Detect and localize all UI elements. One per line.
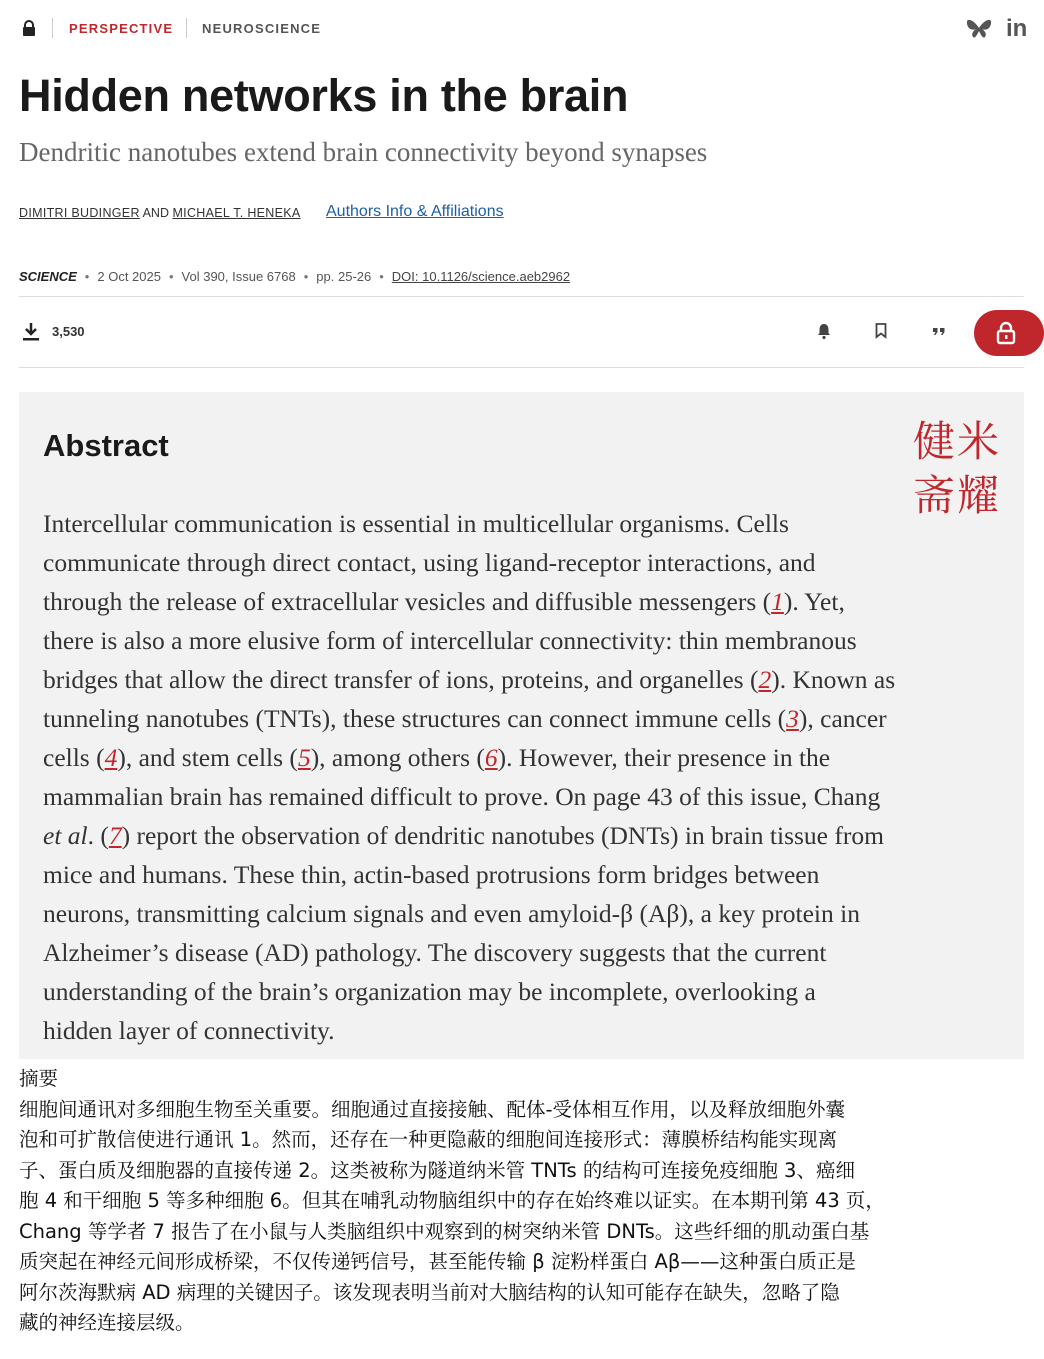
seal-char: 米 [956, 417, 1000, 466]
doi-link[interactable]: DOI: 10.1126/science.aeb2962 [391, 269, 571, 284]
header-divider [52, 18, 53, 38]
abstract-line: understanding of the brain’s organization may be incomplete, overlooking a [43, 977, 816, 1006]
translation-line: 泡和可扩散信使进行通讯 1。然而，还存在一种更隐蔽的细胞间连接形式：薄膜桥结构能实现离 [19, 1128, 838, 1151]
quote-icon[interactable] [931, 322, 947, 340]
abstract-line: cells (4), and stem cells (5), among others (6). However, their presence in the [43, 743, 831, 772]
reference-link[interactable]: 5 [297, 743, 311, 772]
author-list [19, 206, 301, 220]
linkedin-icon[interactable]: in [1006, 15, 1028, 42]
volume-issue[interactable]: Vol 390, Issue 6768 [181, 269, 296, 284]
translation-section [19, 1064, 1024, 1339]
translation-line: Chang 等学者 7 报告了在小鼠与人类脑组织中观察到的树突纳米管 DNTs。这些纤细的肌动蛋白基 [19, 1219, 870, 1243]
page-range: pp. 25-26 [316, 269, 372, 284]
download-count: 3,530 [52, 324, 85, 339]
abstract-line: mammalian brain has remained difficult to prove. On page 43 of this issue, Chang [43, 782, 881, 811]
abstract-line: et al. (7) report the observation of dendritic nanotubes (DNTs) in brain tissue from [43, 821, 884, 850]
abstract-line: communicate through direct contact, using ligand-receptor interactions, and [43, 548, 816, 577]
toolbar-bottom-divider [19, 367, 1024, 368]
abstract-line: neurons, transmitting calcium signals and even amyloid-β (Aβ), a key protein in [43, 899, 860, 928]
abstract-body [43, 504, 1018, 1050]
section-link[interactable]: NEUROSCIENCE [202, 21, 322, 36]
bluesky-icon[interactable] [966, 19, 992, 41]
meta-separator: • [379, 269, 384, 284]
seal-char: 耀 [956, 471, 1000, 520]
access-lock-icon [996, 321, 1016, 345]
bookmark-icon[interactable] [873, 322, 889, 340]
abstract-line: hidden layer of connectivity. [43, 1016, 335, 1045]
publication-date: 2 Oct 2025 [97, 269, 161, 284]
article-title: Hidden networks in the brain [19, 70, 629, 121]
reference-link[interactable]: 7 [108, 821, 122, 850]
seal-char: 斋 [912, 471, 956, 520]
abstract-line: through the release of extracellular vesicles and diffusible messengers (1). Yet, [43, 587, 845, 616]
translation-heading: 摘要 [19, 1067, 59, 1090]
authors-info-link[interactable]: Authors Info & Affiliations [326, 203, 504, 220]
seal-char: 健 [912, 417, 956, 466]
translation-line: 质突起在神经元间形成桥梁，不仅传递钙信号，甚至能传输 β 淀粉样蛋白 Aβ——这种蛋白质正是 [19, 1250, 856, 1273]
article-header-bar [0, 0, 1028, 60]
translation-line: 胞 4 和干细胞 5 等多种细胞 6。但其在哺乳动物脑组织中的存在始终难以证实。在本期刊第 43 页， [19, 1189, 885, 1212]
author-link[interactable]: DIMITRI BUDINGER [19, 206, 140, 220]
meta-separator: • [168, 269, 174, 284]
abstract-line: there is also a more elusive form of intercellular connectivity: thin membranous [43, 626, 857, 655]
abstract-line: Intercellular communication is essential in multicellular organisms. Cells [43, 509, 789, 538]
article-subtitle: Dendritic nanotubes extend brain connectivity beyond synapses [19, 137, 708, 167]
translation-line: 子、蛋白质及细胞器的直接传递 2。这类被称为隧道纳米管 TNTs 的结构可连接免疫细胞 3、癌细 [19, 1158, 855, 1182]
abstract-section [19, 392, 1024, 1059]
journal-name[interactable]: SCIENCE [19, 269, 77, 284]
translation-line: 细胞间通讯对多细胞生物至关重要。细胞通过直接接触、配体-受体相互作用，以及释放细胞外囊 [19, 1097, 846, 1121]
reference-link[interactable]: 2 [758, 665, 772, 694]
meta-separator: • [303, 269, 309, 284]
abstract-line: mice and humans. These thin, actin-based protrusions form bridges between [43, 860, 820, 889]
toolbar-top-divider [19, 296, 1024, 297]
header-divider [186, 18, 187, 38]
abstract-heading: Abstract [43, 428, 169, 463]
abstract-line: bridges that allow the direct transfer of ions, proteins, and organelles (2). Known as [43, 665, 896, 694]
meta-separator: • [84, 269, 90, 284]
access-button[interactable] [974, 310, 1044, 356]
author-link[interactable]: MICHAEL T. HENEKA [172, 206, 301, 220]
citation-meta [19, 269, 570, 284]
reference-link[interactable]: 1 [771, 587, 784, 616]
bell-icon[interactable] [816, 322, 832, 340]
reference-link[interactable]: 6 [484, 743, 498, 772]
author-conjunction: AND [142, 206, 169, 220]
seal-stamp [913, 410, 999, 518]
translation-line: 阿尔茨海默病 AD 病理的关键因子。该发现表明当前对大脑结构的认知可能存在缺失，忽略了隐 [19, 1280, 840, 1304]
reference-link[interactable]: 4 [104, 743, 118, 772]
translation-line: 藏的神经连接层级。 [19, 1311, 195, 1334]
download-icon[interactable] [22, 322, 40, 342]
article-type-label: PERSPECTIVE [69, 21, 174, 36]
abstract-line: tunneling nanotubes (TNTs), these structures can connect immune cells (3), cancer [43, 704, 887, 733]
lock-icon [22, 20, 36, 36]
reference-link[interactable]: 3 [786, 704, 799, 733]
abstract-line: Alzheimer’s disease (AD) pathology. The discovery suggests that the current [43, 938, 827, 967]
